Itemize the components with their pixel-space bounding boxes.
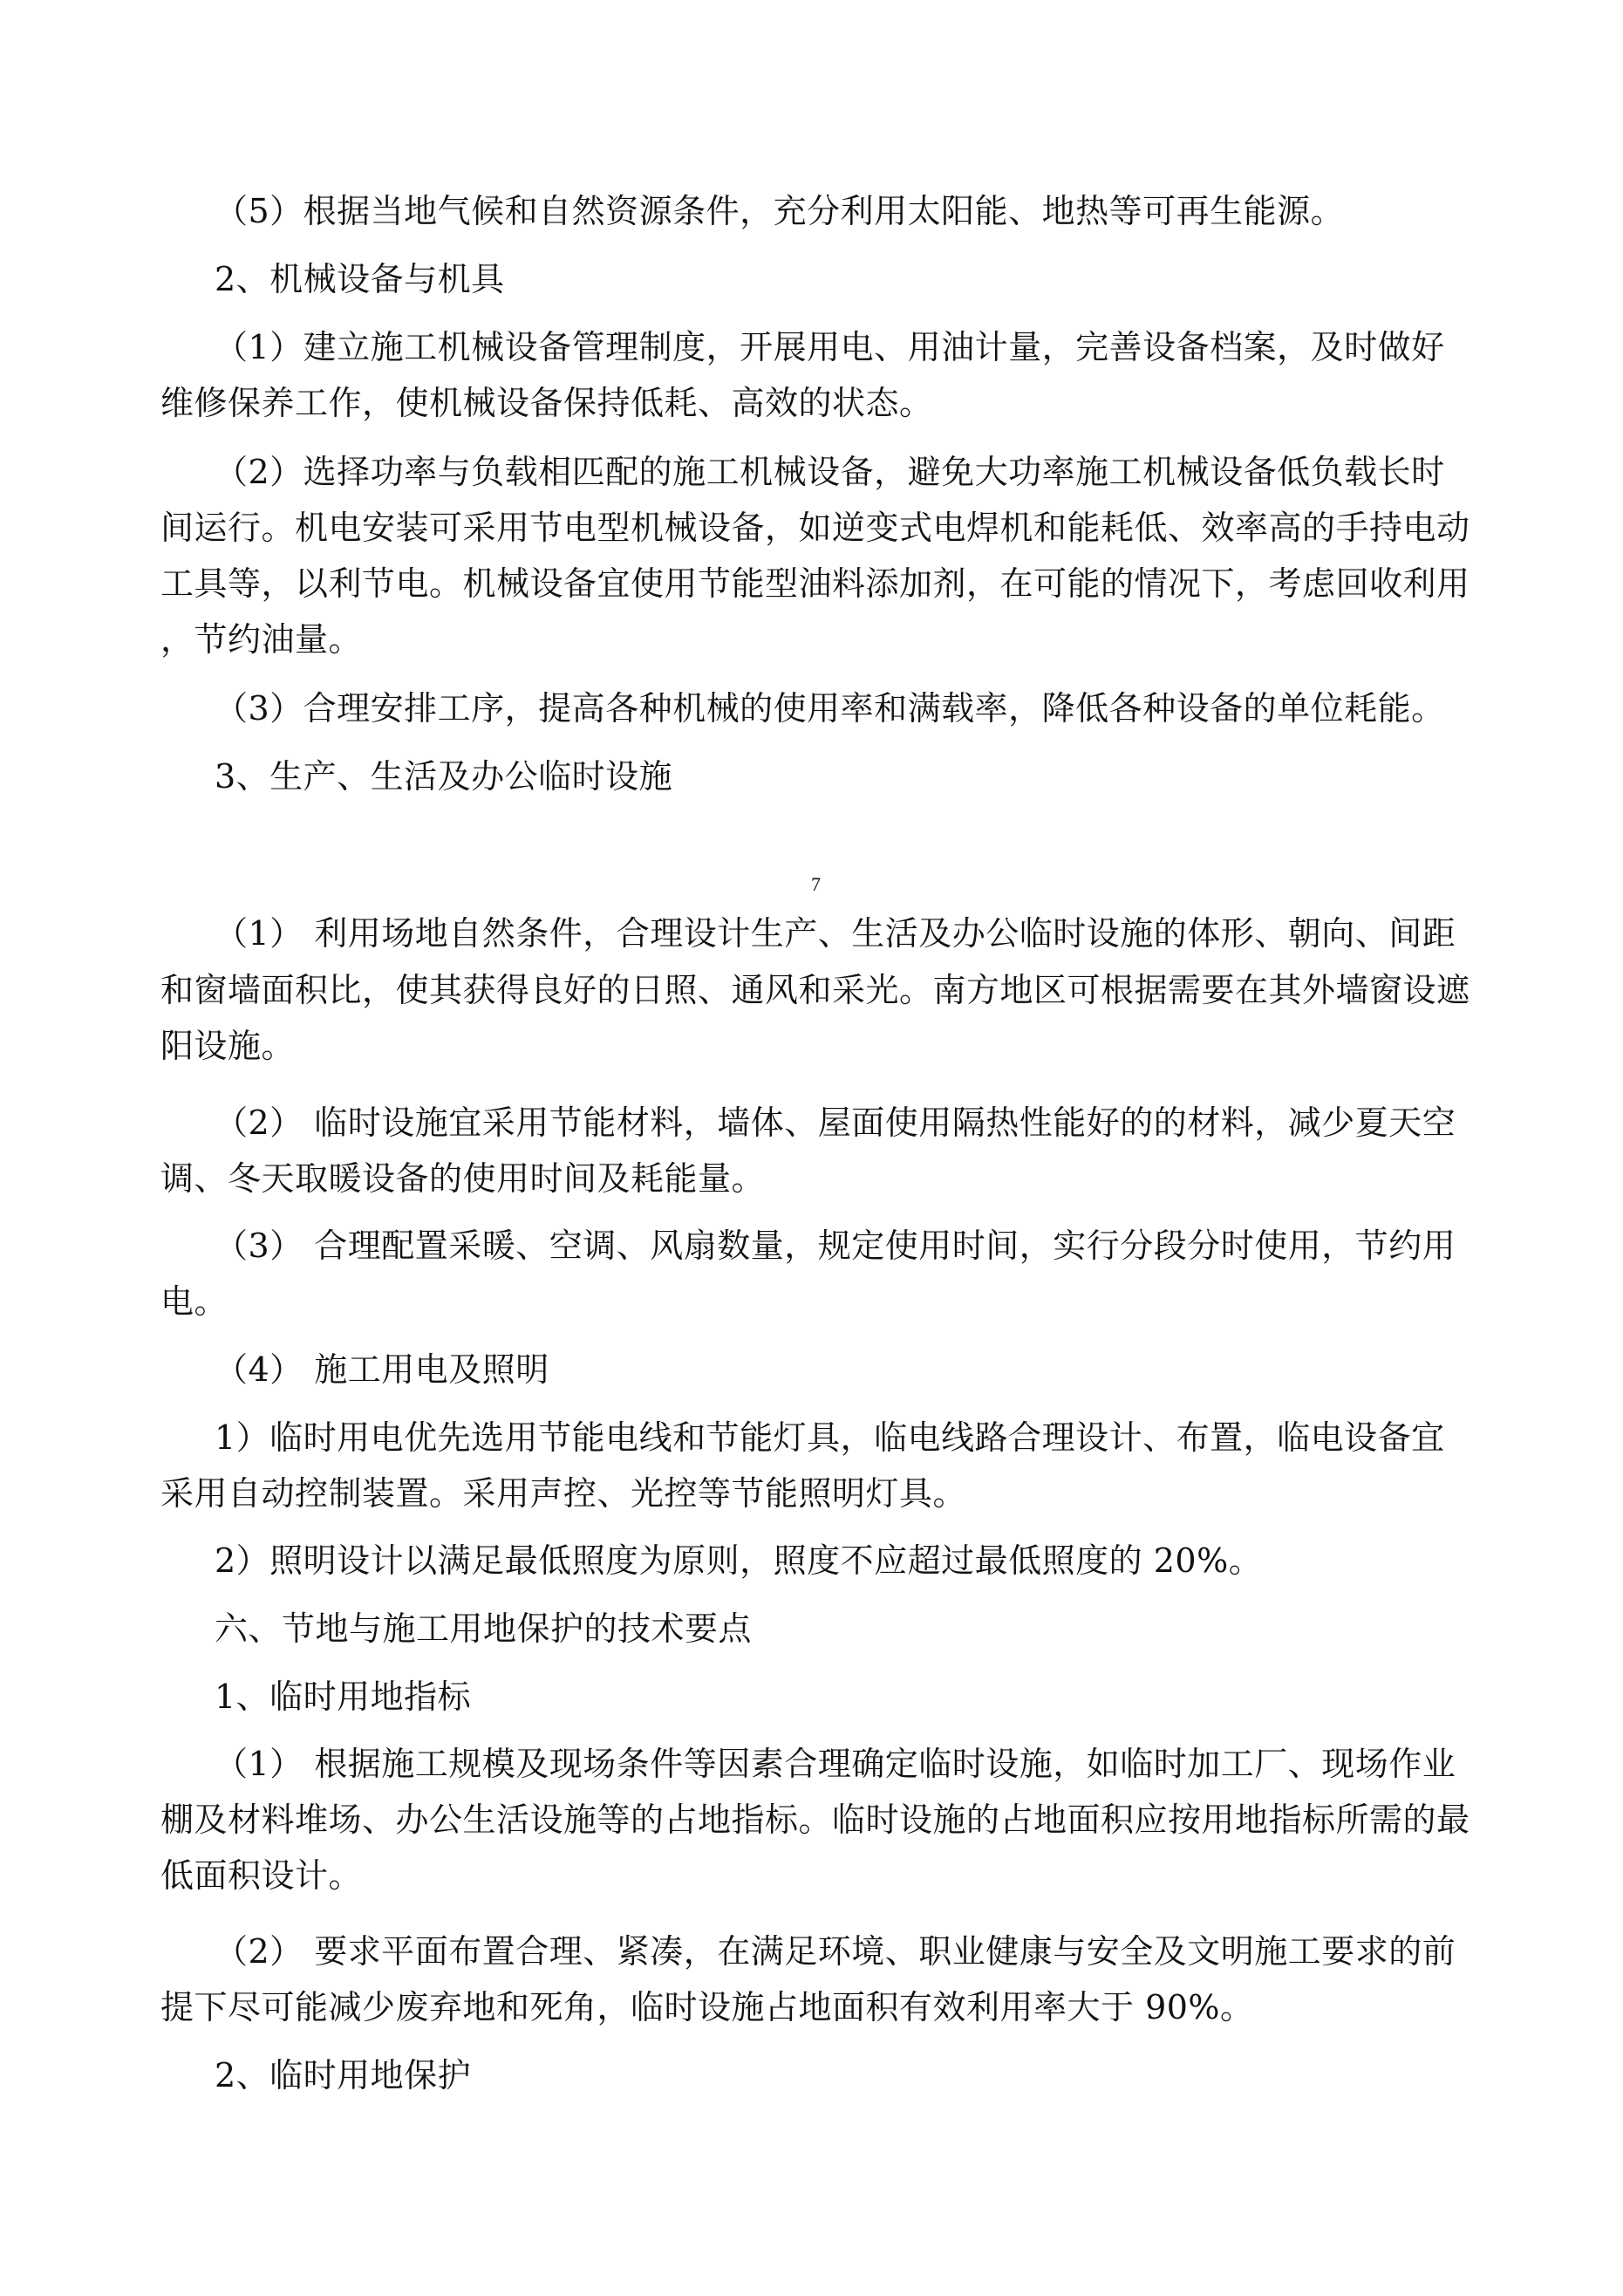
paragraph-machinery-1-line-1: （1）建立施工机械设备管理制度，开展用电、用油计量，完善设备档案，及时做好: [215, 328, 1445, 366]
paragraph-land-1-line-1: （1） 根据施工规模及现场条件等因素合理确定临时设施，如临时加工厂、现场作业: [215, 1745, 1456, 1783]
paragraph-land-1-line-2: 棚及材料堆场、办公生活设施等的占地指标。临时设施的占地面积应按用地指标所需的最: [160, 1801, 1470, 1839]
paragraph-machinery-2-line-1: （2）选择功率与负载相匹配的施工机械设备，避免大功率施工机械设备低负载长时: [215, 453, 1445, 491]
heading-temporary-land-protection: 2、临时用地保护: [215, 2056, 472, 2094]
paragraph-lighting-2: 2）照明设计以满足最低照度为原则，照度不应超过最低照度的 20%。: [215, 1541, 1263, 1580]
page-number: 7: [811, 873, 821, 895]
paragraph-facilities-1-line-2: 和窗墙面积比，使其获得良好的日照、通风和采光。南方地区可根据需要在其外墙窗设遮: [160, 971, 1470, 1009]
paragraph-renewable-energy: （5）根据当地气候和自然资源条件，充分利用太阳能、地热等可再生能源。: [215, 192, 1345, 230]
paragraph-facilities-1-line-1: （1） 利用场地自然条件，合理设计生产、生活及办公临时设施的体形、朝向、间距: [215, 914, 1456, 953]
paragraph-lighting-1-line-2: 采用自动控制装置。采用声控、光控等节能照明灯具。: [160, 1474, 967, 1513]
heading-land-saving: 六、节地与施工用地保护的技术要点: [215, 1609, 753, 1648]
paragraph-machinery-3: （3）合理安排工序，提高各种机械的使用率和满载率，降低各种设备的单位耗能。: [215, 689, 1445, 728]
paragraph-land-2-line-1: （2） 要求平面布置合理、紧凑，在满足环境、职业健康与安全及文明施工要求的前: [215, 1932, 1456, 1971]
paragraph-machinery-2-line-4: ，节约油量。: [160, 620, 363, 659]
paragraph-machinery-2-line-3: 工具等，以利节电。机械设备宜使用节能型油料添加剂，在可能的情况下，考虑回收利用: [160, 564, 1470, 603]
paragraph-facilities-2-line-2: 调、冬天取暖设备的使用时间及耗能量。: [160, 1159, 766, 1198]
paragraph-machinery-2-line-2: 间运行。机电安装可采用节电型机械设备，如逆变式电焊机和能耗低、效率高的手持电动: [160, 509, 1470, 547]
paragraph-land-2-line-2: 提下尽可能减少废弃地和死角，临时设施占地面积有效利用率大于 90%。: [160, 1988, 1254, 2026]
paragraph-facilities-3-line-1: （3） 合理配置采暖、空调、风扇数量，规定使用时间，实行分段分时使用，节约用: [215, 1227, 1456, 1265]
paragraph-land-1-line-3: 低面积设计。: [160, 1856, 363, 1895]
heading-machinery: 2、机械设备与机具: [215, 260, 505, 298]
paragraph-machinery-1-line-2: 维修保养工作，使机械设备保持低耗、高效的状态。: [160, 384, 933, 422]
heading-power-lighting: （4） 施工用电及照明: [215, 1350, 549, 1389]
heading-temporary-land-index: 1、临时用地指标: [215, 1678, 472, 1716]
paragraph-facilities-3-line-2: 电。: [160, 1282, 228, 1321]
paragraph-lighting-1-line-1: 1）临时用电优先选用节能电线和节能灯具，临电线路合理设计、布置，临电设备宜: [215, 1418, 1445, 1457]
paragraph-facilities-2-line-1: （2） 临时设施宜采用节能材料，墙体、屋面使用隔热性能好的的材料，减少夏天空: [215, 1104, 1456, 1142]
paragraph-facilities-1-line-3: 阳设施。: [160, 1027, 296, 1065]
heading-temporary-facilities: 3、生产、生活及办公临时设施: [215, 757, 673, 796]
